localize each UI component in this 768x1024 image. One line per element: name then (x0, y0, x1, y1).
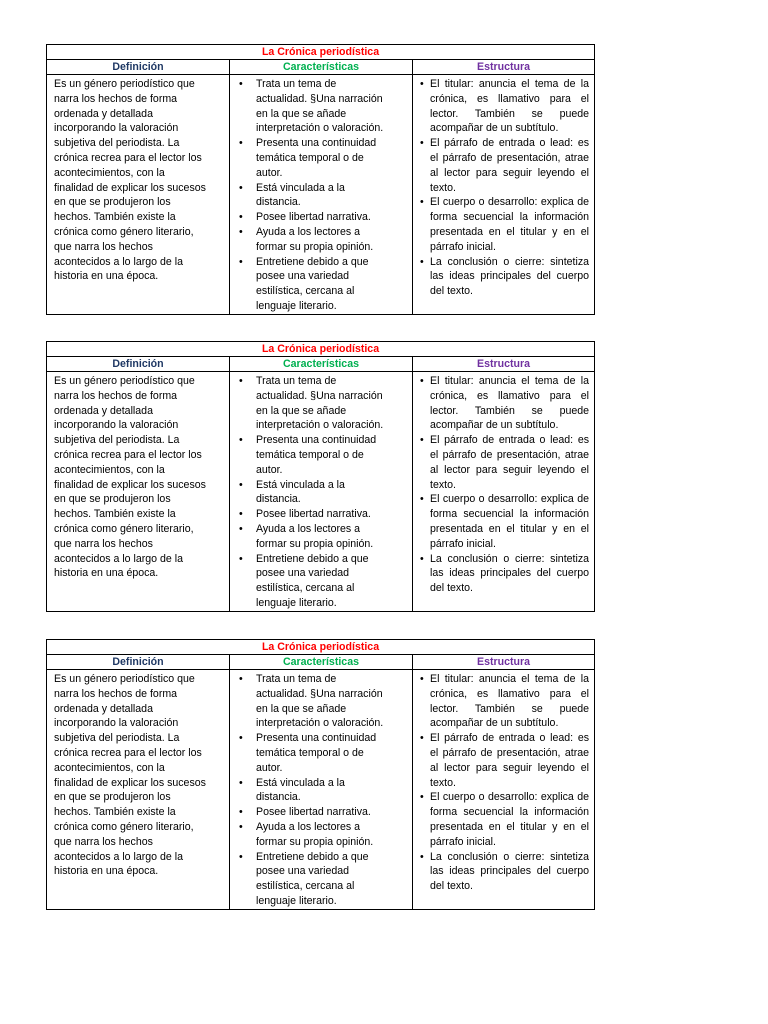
caracteristica-item: • Trata un tema de actualidad. §Una narración en la que se añade interpretación o valoración. (236, 374, 408, 433)
caracteristicas-cell (230, 372, 413, 612)
estructura-item: • La conclusión o cierre: sintetiza las ideas principales del cuerpo del texto. (420, 255, 589, 299)
estructura-cell (413, 372, 595, 612)
estructura-item: • El titular: anuncia el tema de la crónica, es llamativo para el lector. También se puede acompañar de un subtítulo. (420, 374, 589, 433)
caracteristica-item: • Posee libertad narrativa. (236, 210, 408, 225)
estructura-item: • El cuerpo o desarrollo: explica de forma secuencial la información presentada en el titular y en el párrafo inicial. (420, 790, 589, 849)
cronica-table-1 (46, 44, 595, 315)
header-caracteristicas: Características (230, 357, 413, 372)
caracteristica-item: • Posee libertad narrativa. (236, 507, 408, 522)
table-title: La Crónica periodística (47, 45, 595, 60)
caracteristica-item: • Entretiene debido a que posee una variedad estilística, cercana al lenguaje literario. (236, 255, 408, 314)
caracteristica-item: • Trata un tema de actualidad. §Una narración en la que se añade interpretación o valoración. (236, 77, 408, 136)
caracteristica-item: • Entretiene debido a que posee una variedad estilística, cercana al lenguaje literario. (236, 552, 408, 611)
estructura-item: • El titular: anuncia el tema de la crónica, es llamativo para el lector. También se puede acompañar de un subtítulo. (420, 77, 589, 136)
caracteristica-item: • Está vinculada a la distancia. (236, 776, 408, 806)
caracteristica-item: • Presenta una continuidad temática temporal o de autor. (236, 433, 408, 477)
cronica-table-2 (46, 341, 595, 612)
estructura-item: • El cuerpo o desarrollo: explica de forma secuencial la información presentada en el titular y en el párrafo inicial. (420, 195, 589, 254)
definicion-text: Es un género periodístico que narra los hechos de forma ordenada y detallada incorporando la valoración subjetiva del periodista. La crónica recrea para el lector los acontecimientos, con la finalidad de explicar los sucesos en que se produjeron los hechos. También existe la crónica como género literario, que narra los hechos acontecidos a lo largo de la historia en una época. (54, 375, 206, 580)
estructura-item: • El párrafo de entrada o lead: es el párrafo de presentación, atrae al lector para seguir leyendo el texto. (420, 433, 589, 492)
definicion-cell (47, 670, 230, 910)
definicion-cell (47, 372, 230, 612)
table-title: La Crónica periodística (47, 640, 595, 655)
caracteristica-item: • Posee libertad narrativa. (236, 805, 408, 820)
estructura-item: • El titular: anuncia el tema de la crónica, es llamativo para el lector. También se puede acompañar de un subtítulo. (420, 672, 589, 731)
estructura-item: • El párrafo de entrada o lead: es el párrafo de presentación, atrae al lector para seguir leyendo el texto. (420, 136, 589, 195)
estructura-item: • La conclusión o cierre: sintetiza las ideas principales del cuerpo del texto. (420, 850, 589, 894)
estructura-item: • El párrafo de entrada o lead: es el párrafo de presentación, atrae al lector para seguir leyendo el texto. (420, 731, 589, 790)
estructura-item: • La conclusión o cierre: sintetiza las ideas principales del cuerpo del texto. (420, 552, 589, 596)
header-estructura: Estructura (413, 357, 595, 372)
caracteristicas-cell (230, 75, 413, 315)
caracteristica-item: • Está vinculada a la distancia. (236, 181, 408, 211)
header-estructura: Estructura (413, 60, 595, 75)
caracteristica-item: • Presenta una continuidad temática temporal o de autor. (236, 731, 408, 775)
definicion-text: Es un género periodístico que narra los hechos de forma ordenada y detallada incorporando la valoración subjetiva del periodista. La crónica recrea para el lector los acontecimientos, con la finalidad de explicar los sucesos en que se produjeron los hechos. También existe la crónica como género literario, que narra los hechos acontecidos a lo largo de la historia en una época. (54, 673, 206, 878)
caracteristica-item: • Está vinculada a la distancia. (236, 478, 408, 508)
estructura-cell (413, 670, 595, 910)
cronica-table-3 (46, 639, 595, 910)
header-estructura: Estructura (413, 655, 595, 670)
estructura-item: • El cuerpo o desarrollo: explica de forma secuencial la información presentada en el titular y en el párrafo inicial. (420, 492, 589, 551)
caracteristica-item: • Ayuda a los lectores a formar su propia opinión. (236, 820, 408, 850)
caracteristica-item: • Entretiene debido a que posee una variedad estilística, cercana al lenguaje literario. (236, 850, 408, 909)
caracteristica-item: • Trata un tema de actualidad. §Una narración en la que se añade interpretación o valoración. (236, 672, 408, 731)
header-caracteristicas: Características (230, 655, 413, 670)
header-caracteristicas: Características (230, 60, 413, 75)
header-definicion: Definición (47, 357, 230, 372)
header-definicion: Definición (47, 655, 230, 670)
definicion-text: Es un género periodístico que narra los hechos de forma ordenada y detallada incorporando la valoración subjetiva del periodista. La crónica recrea para el lector los acontecimientos, con la finalidad de explicar los sucesos en que se produjeron los hechos. También existe la crónica como género literario, que narra los hechos acontecidos a lo largo de la historia en una época. (54, 78, 206, 283)
caracteristica-item: • Ayuda a los lectores a formar su propia opinión. (236, 522, 408, 552)
caracteristica-item: • Ayuda a los lectores a formar su propia opinión. (236, 225, 408, 255)
estructura-cell (413, 75, 595, 315)
table-title: La Crónica periodística (47, 342, 595, 357)
caracteristica-item: • Presenta una continuidad temática temporal o de autor. (236, 136, 408, 180)
caracteristicas-cell (230, 670, 413, 910)
definicion-cell (47, 75, 230, 315)
header-definicion: Definición (47, 60, 230, 75)
